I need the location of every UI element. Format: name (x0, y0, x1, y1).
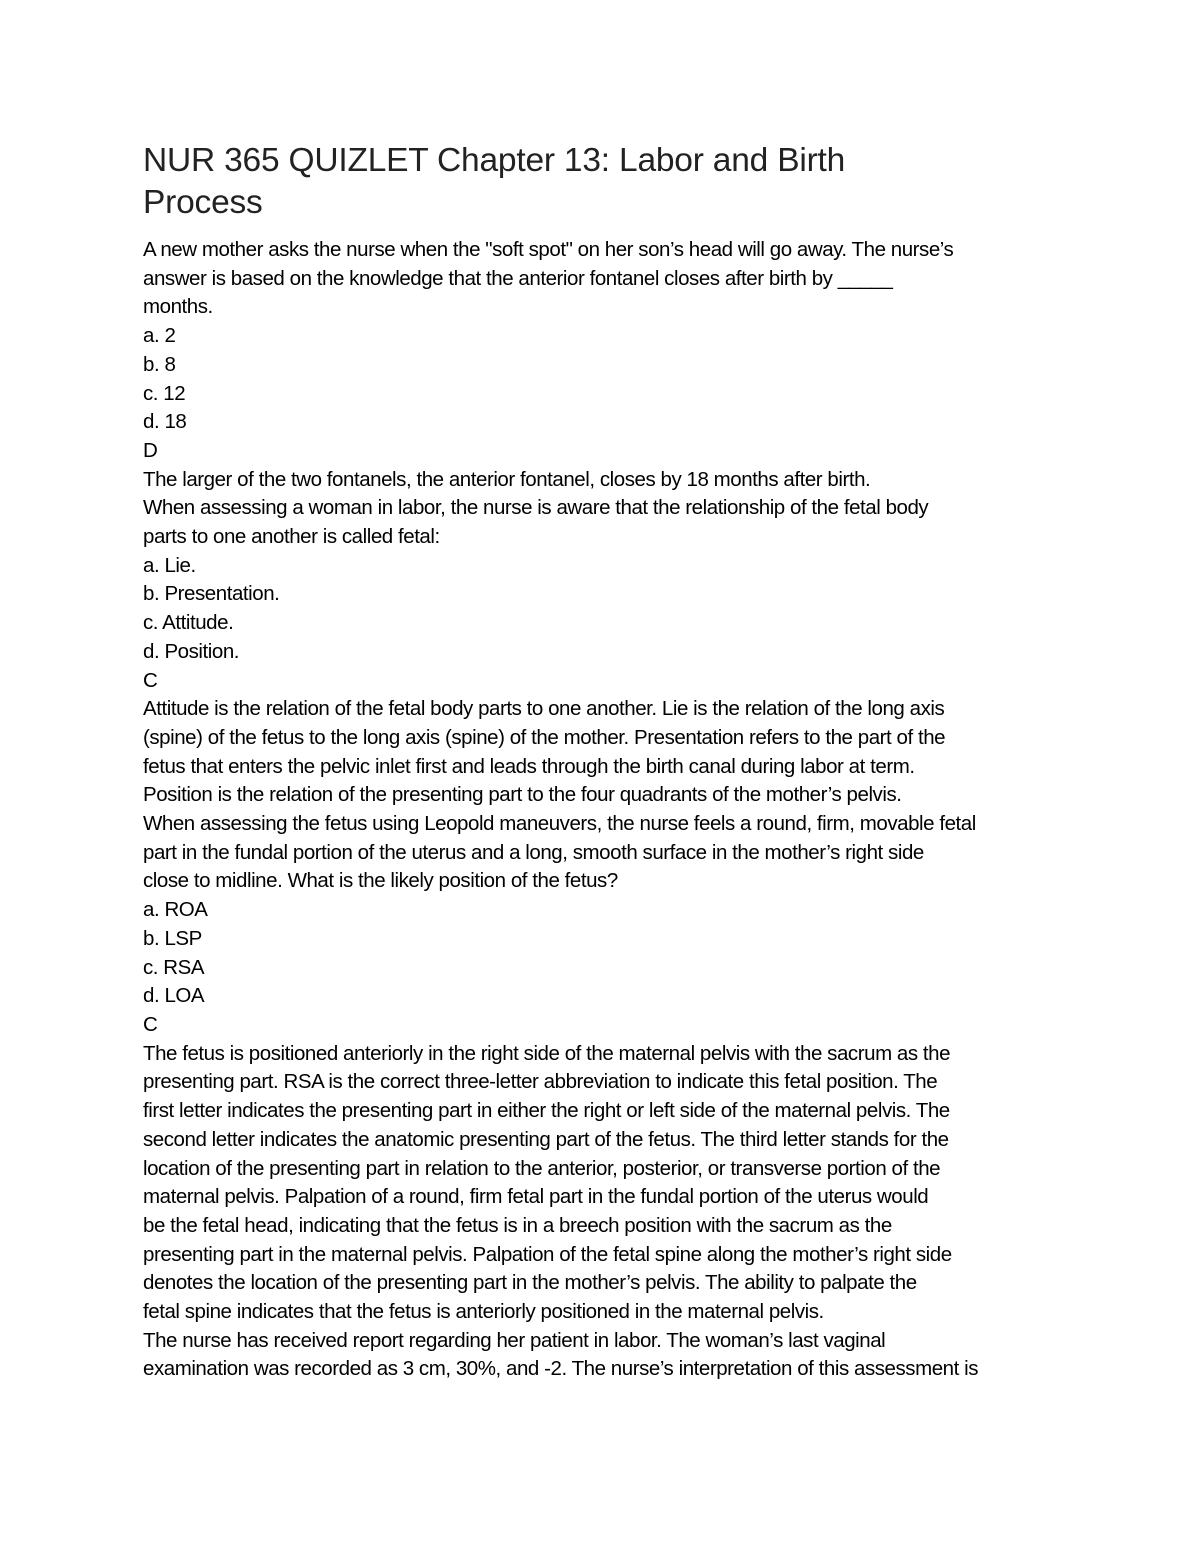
answer-option: c. Attitude. (143, 611, 234, 635)
text-line: part in the fundal portion of the uterus and a long, smooth surface in the mother’s right side (143, 840, 924, 864)
text-line: denotes the location of the presenting part in the mother’s pelvis. The ability to palpate the (143, 1271, 917, 1295)
answer-option: c. RSA (143, 955, 205, 979)
text-line: fetus that enters the pelvic inlet first and leads through the birth canal during labor at term. (143, 754, 915, 778)
text-line: be the fetal head, indicating that the fetus is in a breech position with the sacrum as the (143, 1213, 892, 1237)
text-line: (spine) of the fetus to the long axis (spine) of the mother. Presentation refers to the part of the (143, 725, 946, 749)
answer-option: d. Position. (143, 639, 240, 663)
text-line: location of the presenting part in relation to the anterior, posterior, or transverse portion of the (143, 1156, 941, 1180)
correct-answer: C (143, 668, 158, 692)
answer-option: a. 2 (143, 324, 176, 348)
text-line: answer is based on the knowledge that the anterior fontanel closes after birth by _____ (143, 266, 893, 290)
answer-option: d. LOA (143, 984, 205, 1008)
document-page (143, 140, 1073, 1384)
correct-answer: D (143, 438, 158, 462)
text-line: The fetus is positioned anteriorly in the right side of the maternal pelvis with the sacrum as the (143, 1041, 951, 1065)
text-line: second letter indicates the anatomic presenting part of the fetus. The third letter stands for the (143, 1127, 949, 1151)
text-line: When assessing a woman in labor, the nurse is aware that the relationship of the fetal body (143, 496, 929, 520)
text-line: examination was recorded as 3 cm, 30%, and -2. The nurse’s interpretation of this assessment is (143, 1357, 979, 1381)
answer-option: d. 18 (143, 410, 187, 434)
text-line: close to midline. What is the likely position of the fetus? (143, 869, 618, 893)
answer-option: a. Lie. (143, 553, 196, 577)
title-line: NUR 365 QUIZLET Chapter 13: Labor and Birth (143, 142, 846, 179)
text-line: The nurse has received report regarding her patient in labor. The woman’s last vaginal (143, 1328, 886, 1352)
text-line: presenting part. RSA is the correct three-letter abbreviation to indicate this fetal position. The (143, 1070, 938, 1094)
text-line: months. (143, 295, 213, 319)
answer-option: c. 12 (143, 381, 186, 405)
text-line: maternal pelvis. Palpation of a round, firm fetal part in the fundal portion of the uterus would (143, 1185, 929, 1209)
correct-answer: C (143, 1012, 158, 1036)
answer-option: b. LSP (143, 926, 202, 950)
text-line: A new mother asks the nurse when the "soft spot" on her son’s head will go away. The nurse’s (143, 238, 954, 261)
text-line: The larger of the two fontanels, the anterior fontanel, closes by 18 months after birth. (143, 467, 871, 491)
answer-option: b. Presentation. (143, 582, 280, 606)
text-line: Attitude is the relation of the fetal body parts to one another. Lie is the relation of the long axis (143, 697, 945, 721)
text-line: Position is the relation of the presenting part to the four quadrants of the mother’s pelvis. (143, 783, 902, 807)
answer-option: b. 8 (143, 352, 176, 376)
document-body (143, 236, 1073, 1384)
title-line: Process (143, 184, 263, 221)
text-line: presenting part in the maternal pelvis. Palpation of the fetal spine along the mother’s right side (143, 1242, 952, 1266)
text-line: first letter indicates the presenting part in either the right or left side of the maternal pelvis. The (143, 1099, 950, 1123)
text-line: When assessing the fetus using Leopold maneuvers, the nurse feels a round, firm, movable fetal (143, 812, 976, 836)
text-line: fetal spine indicates that the fetus is anteriorly positioned in the maternal pelvis. (143, 1300, 824, 1324)
text-line: parts to one another is called fetal: (143, 525, 440, 549)
answer-option: a. ROA (143, 898, 208, 922)
document-title (143, 140, 1073, 224)
